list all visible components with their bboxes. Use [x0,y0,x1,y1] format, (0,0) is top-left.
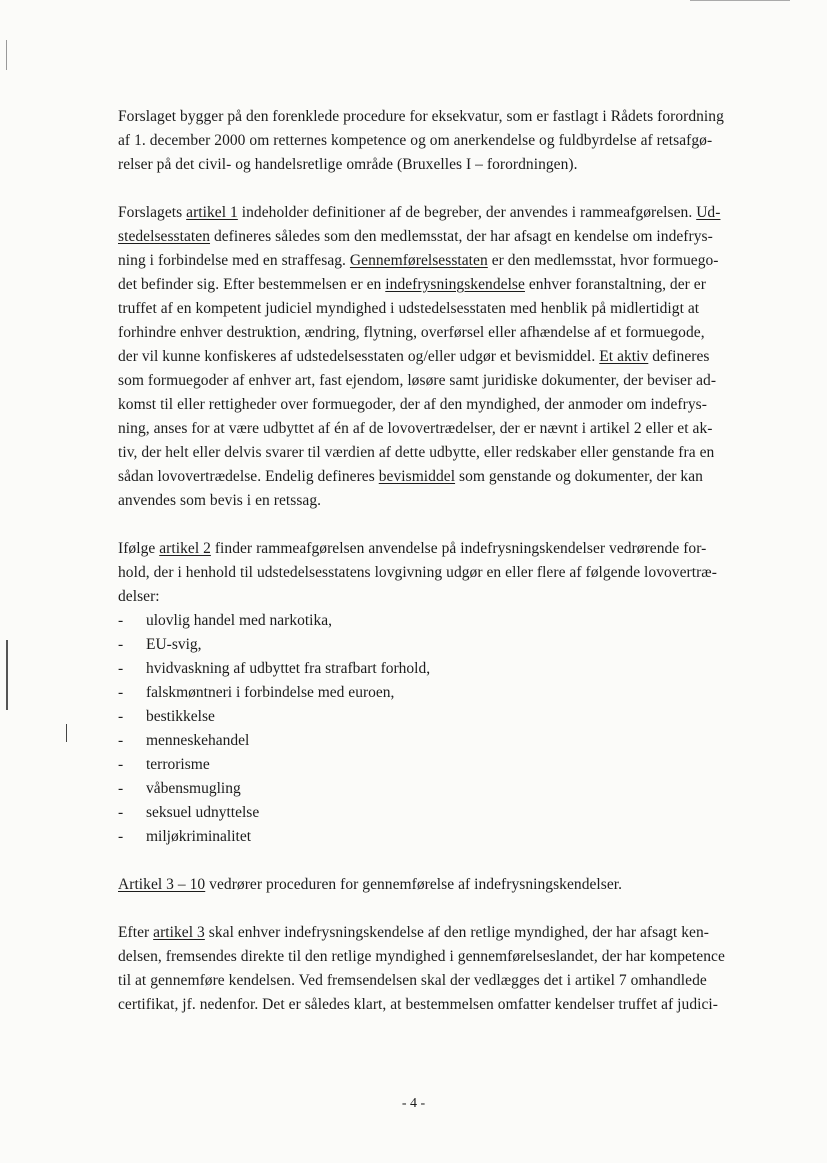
p2-line-7: der vil kunne konfiskeres af udstedelsesstaten og/eller udgør et bevismiddel. Et aktiv defineres [118,348,710,365]
list-item: - ulovlig handel med narkotika, [118,612,332,629]
p2-line-13: anvendes som bevis i en retssag. [118,492,322,509]
list-item: - bestikkelse [118,708,215,725]
scan-edge-mark [6,40,7,70]
page-number: - 4 - [401,1096,426,1111]
p2-line-2: stedelsesstaten defineres således som den medlemsstat, der har afsagt en kendelse om indefrys- [118,228,713,245]
scan-margin-mark [66,724,67,742]
scan-edge-mark [6,640,8,710]
p1-line-3: relser på det civil- og handelsretlige område (Bruxelles I – forordningen). [118,156,578,173]
p5-line-2: delsen, fremsendes direkte til den retlige myndighed i gennemførelseslandet, der har kompetence [118,948,725,965]
p3-line-2: hold, der i henhold til udstedelsesstatens lovgivning udgør en eller flere af følgende lovovertræ- [118,564,717,581]
p2-line-4: det befinder sig. Efter bestemmelsen er en indefrysningskendelse enhver foranstaltning, der er [118,276,706,293]
p5-line-3: til at gennemføre kendelsen. Ved fremsendelsen skal der vedlægges det i artikel 7 omhandlede [118,972,707,989]
p1-line-2: af 1. december 2000 om retternes kompetence og om anerkendelse og fuldbyrdelse af retsafgø- [118,132,713,149]
p2-line-10: ning, anses for at være udbyttet af én af de lovovertrædelser, der er nævnt i artikel 2 eller et ak- [118,420,713,437]
p5-line-1: Efter artikel 3 skal enhver indefrysningskendelse af den retlige myndighed, der har afsagt ken- [118,924,709,941]
scan-top-mark [690,0,790,1]
p3-line-1: Ifølge artikel 2 finder rammeafgørelsen anvendelse på indefrysningskendelser vedrørende for- [118,540,707,557]
p2-line-5: truffet af en kompetent judiciel myndighed i udstedelsesstaten med henblik på midlertidigt at [118,300,700,317]
p5-line-4: certifikat, jf. nedenfor. Det er således klart, at bestemmelsen omfatter kendelser truffet af judici- [118,996,718,1013]
list-item: - EU-svig, [118,636,202,653]
p4-line-1: Artikel 3 – 10 vedrører proceduren for gennemførelse af indefrysningskendelser. [118,876,623,893]
list-item: - miljøkriminalitet [118,828,252,845]
list-item: - seksuel udnyttelse [118,804,260,821]
p2-line-8: som formuegoder af enhver art, fast ejendom, løsøre samt juridiske dokumenter, der beviser ad- [118,372,717,389]
list-item: - terrorisme [118,756,210,773]
list-item: - hvidvaskning af udbyttet fra strafbart forhold, [118,660,431,677]
p2-line-6: forhindre enhver destruktion, ændring, flytning, overførsel eller afhændelse af et formuegode, [118,324,705,341]
p2-line-12: sådan lovovertrædelse. Endelig defineres bevismiddel som genstande og dokumenter, der kan [118,468,703,485]
p2-line-1: Forslagets artikel 1 indeholder definitioner af de begreber, der anvendes i rammeafgørelsen. Ud- [118,204,721,221]
list-item: - våbensmugling [118,780,241,797]
p2-line-3: ning i forbindelse med en straffesag. Gennemførelsesstaten er den medlemsstat, hvor formuego- [118,252,719,269]
p3-line-3: delser: [118,588,160,605]
p2-line-11: tiv, der helt eller delvis svarer til værdien af dette udbytte, eller redskaber eller genstande fra en [118,444,715,461]
link-artikel-1: artikel 1 [186,204,238,221]
list-item: - falskmøntneri i forbindelse med euroen, [118,684,395,701]
p1-line-1: Forslaget bygger på den forenklede procedure for eksekvatur, som er fastlagt i Rådets forordning [118,108,724,125]
p2-line-9: komst til eller rettigheder over formuegoder, der af den myndighed, der anmoder om indefrys- [118,396,707,413]
list-item: - menneskehandel [118,732,250,749]
